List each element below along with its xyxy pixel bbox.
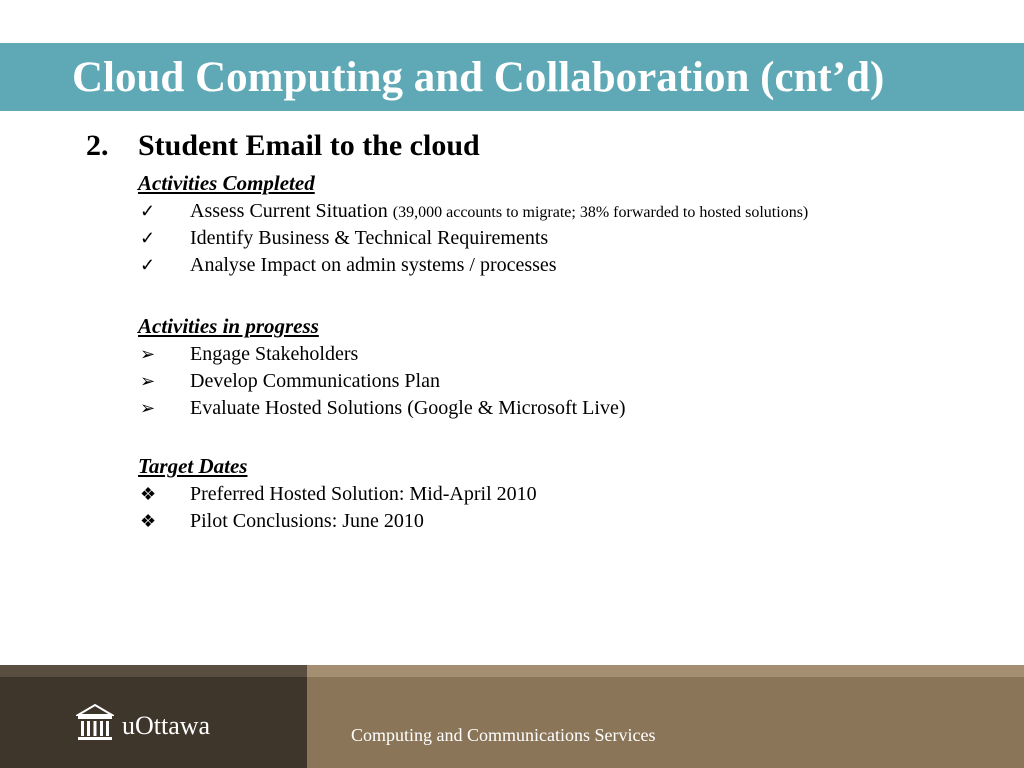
- section-number: 2.: [86, 129, 109, 162]
- list-item: Evaluate Hosted Solutions (Google & Microsoft Live): [190, 397, 626, 419]
- check-icon: ✓: [140, 201, 156, 221]
- list-item: Pilot Conclusions: June 2010: [190, 510, 424, 532]
- arrow-bullet-icon: ➢: [140, 371, 156, 391]
- check-icon: ✓: [140, 228, 156, 248]
- list-item: Identify Business & Technical Requirements: [190, 227, 549, 249]
- item-text: Assess Current Situation: [190, 200, 388, 222]
- list-item: Develop Communications Plan: [190, 370, 440, 392]
- diamond-bullet-icon: ❖: [140, 484, 157, 504]
- building-columns-icon: [76, 703, 114, 743]
- list-item: Engage Stakeholders: [190, 343, 359, 365]
- section-heading: Student Email to the cloud: [138, 129, 480, 162]
- progress-heading: Activities in progress: [138, 314, 319, 338]
- logo-text: uOttawa: [122, 711, 211, 740]
- arrow-bullet-icon: ➢: [140, 344, 156, 364]
- arrow-bullet-icon: ➢: [140, 398, 156, 418]
- department-name: Computing and Communications Services: [351, 725, 656, 745]
- targets-heading: Target Dates: [138, 454, 248, 478]
- diamond-bullet-icon: ❖: [140, 511, 157, 531]
- list-item: [190, 199, 808, 225]
- list-item: Analyse Impact on admin systems / processes: [190, 254, 557, 276]
- item-note: (39,000 accounts to migrate; 38% forwarded to hosted solutions): [392, 204, 809, 221]
- list-item: Preferred Hosted Solution: Mid-April 2010: [190, 483, 537, 505]
- check-icon: ✓: [140, 255, 156, 275]
- completed-heading: Activities Completed: [138, 171, 315, 195]
- slide-title: Cloud Computing and Collaboration (cnt’d): [72, 54, 885, 101]
- footer-logo-band: [0, 665, 307, 677]
